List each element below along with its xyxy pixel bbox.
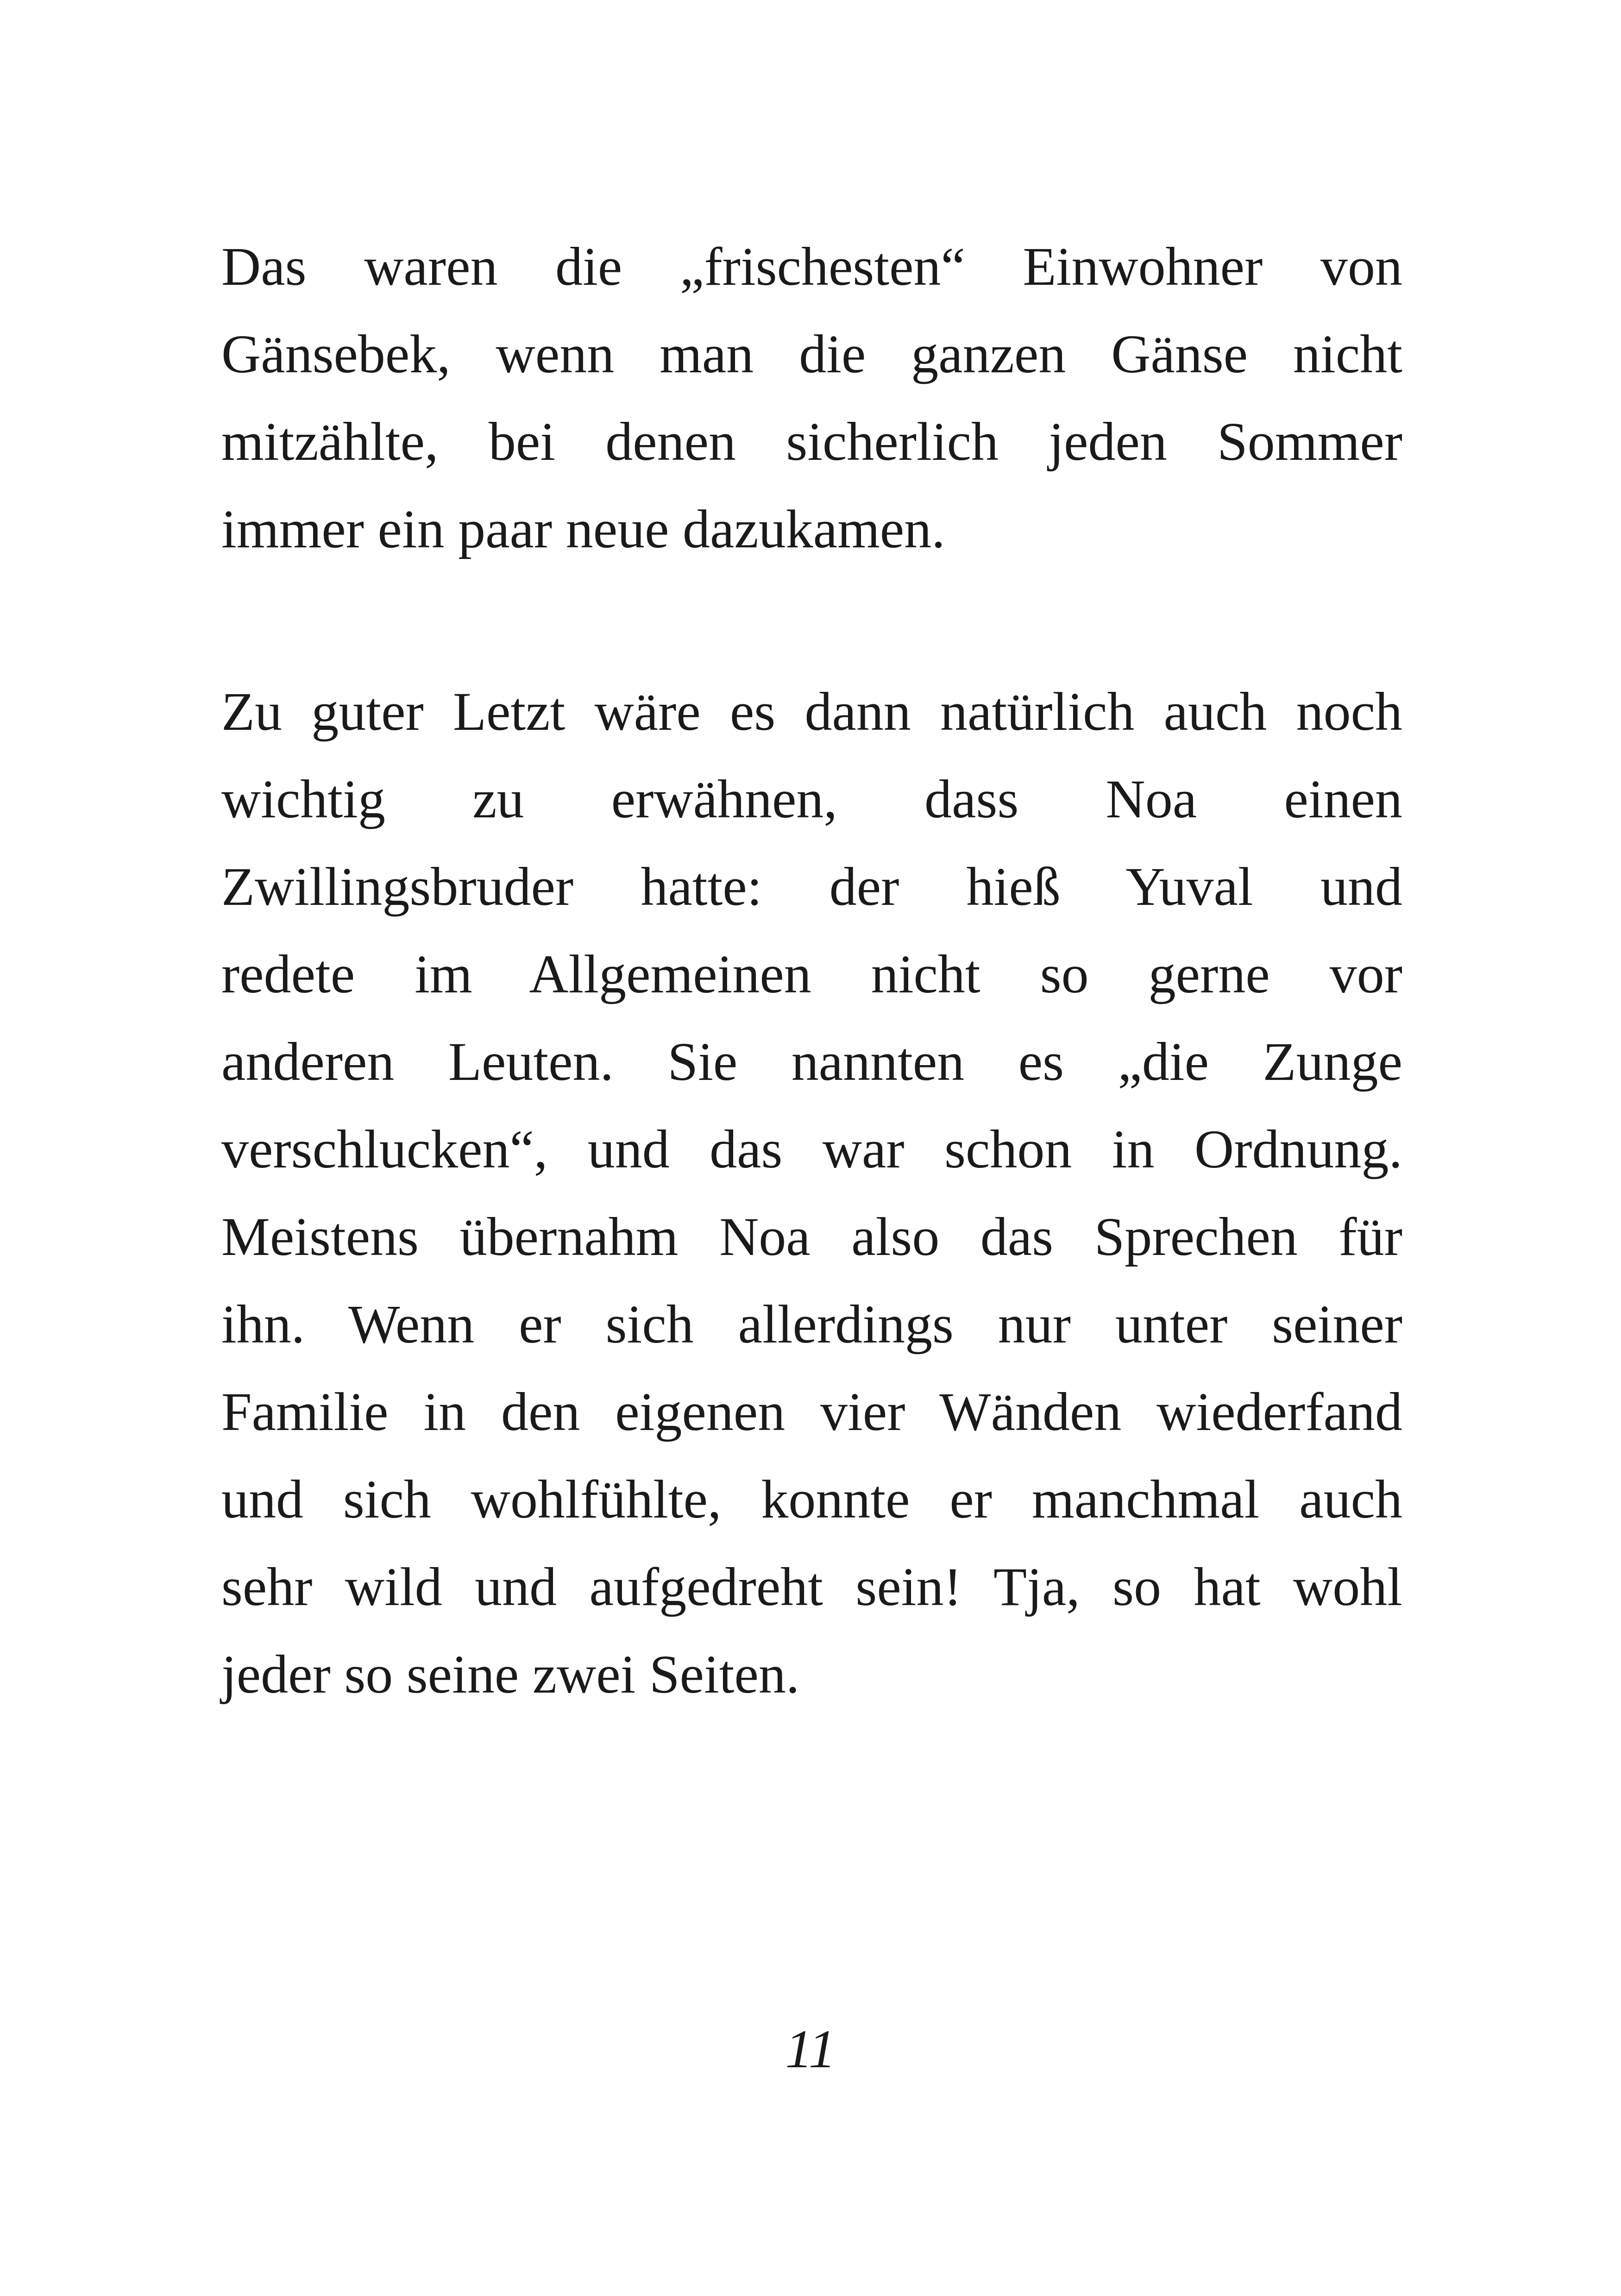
- text-line: und sich wohlfühlte, konnte er manchmal auch: [221, 1469, 1402, 1530]
- text-line: mitzählte, bei denen sicherlich jeden Sommer: [221, 411, 1402, 472]
- text-line: Zu guter Letzt wäre es dann natürlich auch noch: [221, 681, 1402, 742]
- text-line: Gänsebek, wenn man die ganzen Gänse nicht: [221, 324, 1402, 384]
- paragraph-2: [221, 668, 1402, 1718]
- text-line: Zwillingsbruder hatte: der hieß Yuval und: [221, 856, 1402, 917]
- text-line: immer ein paar neue dazukamen.: [221, 499, 945, 559]
- text-line: sehr wild und aufgedreht sein! Tja, so hat wohl: [221, 1556, 1402, 1617]
- text-line: Familie in den eigenen vier Wänden wiederfand: [221, 1381, 1402, 1442]
- page-number: 11: [785, 2019, 836, 2079]
- text-line: redete im Allgemeinen nicht so gerne vor: [221, 944, 1402, 1004]
- text-line: verschlucken“, und das war schon in Ordnung.: [221, 1119, 1402, 1179]
- paragraph-1: [221, 223, 1402, 573]
- text-line: Das waren die „frischesten“ Einwohner von: [221, 236, 1402, 297]
- text-line: anderen Leuten. Sie nannten es „die Zunge: [221, 1031, 1402, 1092]
- text-line: jeder so seine zwei Seiten.: [221, 1644, 800, 1705]
- text-line: Meistens übernahm Noa also das Sprechen für: [221, 1206, 1402, 1267]
- text-line: ihn. Wenn er sich allerdings nur unter seiner: [221, 1294, 1402, 1355]
- text-line: wichtig zu erwähnen, dass Noa einen: [221, 769, 1402, 829]
